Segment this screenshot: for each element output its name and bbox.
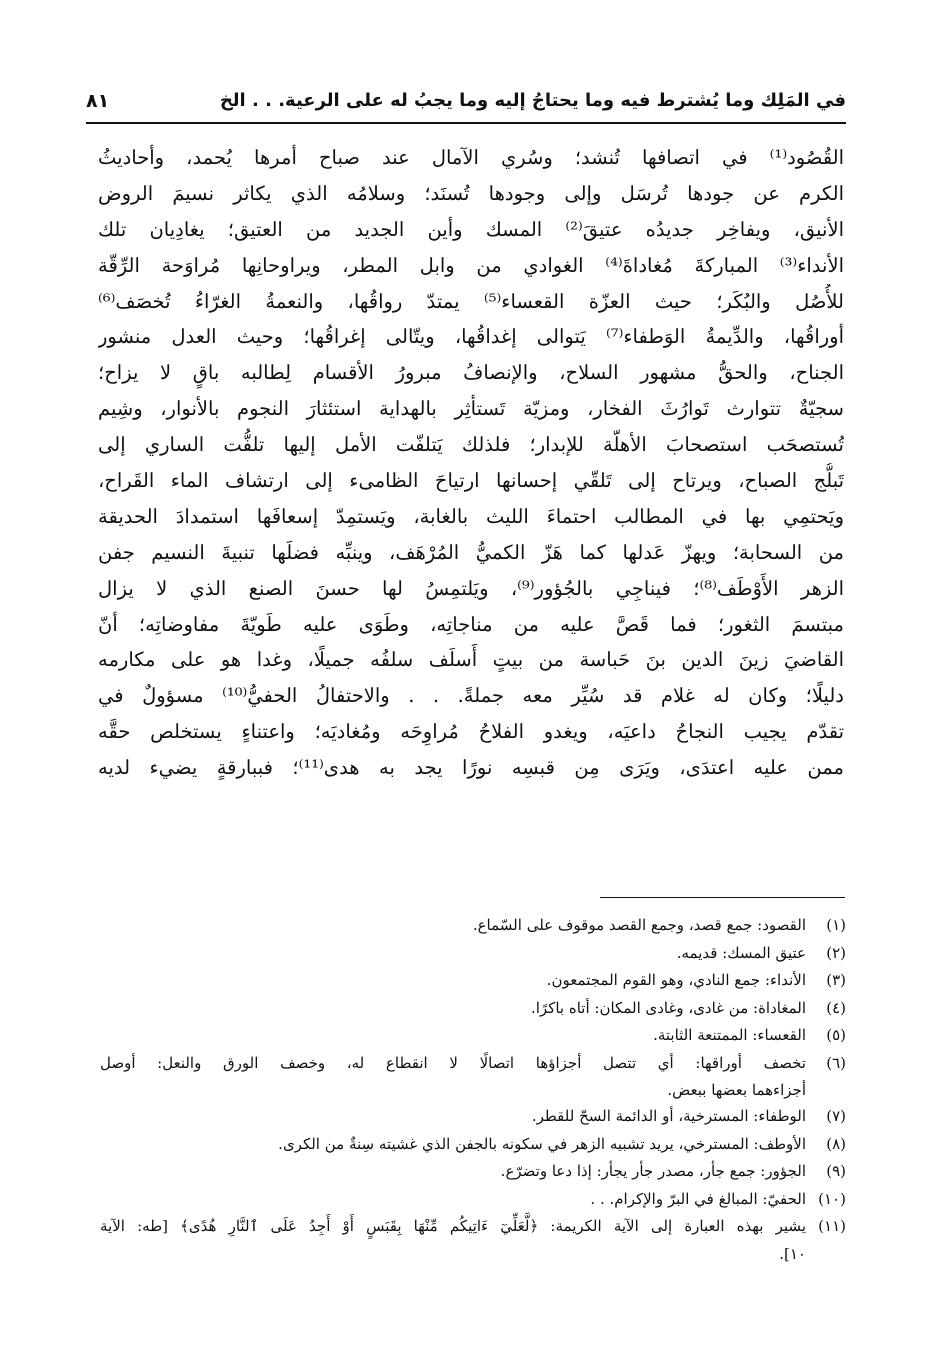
- footnote: [100, 967, 846, 995]
- footnote-text: الحفيّ: المبالغ في البرّ والإكرام. . .: [590, 1189, 806, 1208]
- footnote-text: الأنداء: جمع النادي، وهو القوم المجتمعون.: [546, 971, 806, 989]
- footnote-number: (١١): [818, 1217, 846, 1235]
- body-line: مبتسمَ الثغور؛ فما قَصَّ عليه من مناجاتِه، وطَوَى عليه طَويّةَ مفاوضاتِه؛ أنّ: [98, 612, 844, 636]
- body-line: سجيّةٌ تتوارث تَوارُثَ الفخار، ومزيّة تَستأثِر بالهداية استئثارَ النجوم بالأنوار، وشِيم: [98, 397, 844, 421]
- footnote: [100, 940, 846, 968]
- footnote: [100, 1103, 846, 1131]
- footnote: [100, 912, 846, 940]
- body-line: الكرم عن جودها تُرسَل وإلى وجودها تُسنَد؛ وسلامُه الذي يكاثر نسيمَ الروض: [98, 181, 844, 205]
- footnote-text: يشير بهذه العبارة إلى الآية الكريمة: ﴿لَّعَلِّيٓ ءَاتِيكُم مِّنْهَا بِقَبَسٍ أَوْ أَجِدُ عَلَى ٱلنَّارِ هُدًى﴾ [طه: الآية: [100, 1217, 806, 1235]
- body-line: تُستصحَب استصحابَ الأهلّة للإبدار؛ فلذلك يَتلفّت الأمل إليها تلفُّت الساري إلى: [98, 433, 844, 457]
- body-line: ويَحتمِي بها في المطالب احتماءَ الليث بالغابة، ويَستمِدّ إسعافَها استمدادَ الحديقة: [98, 504, 844, 528]
- footnote-number: (٣): [826, 971, 846, 989]
- footnote-continuation: أجزاءهما بعضها ببعض.: [667, 1081, 806, 1099]
- body-line: الأنداء⁽³⁾ المباركةَ مُغاداةَ⁽⁴⁾ الغوادي من وابل المطر، ويراوحانِها مُراوَحة الرِّقّة: [98, 253, 844, 277]
- footnote-text: الأوطف: المسترخي، يريد تشبيه الزهر في سكونه بالجفن الذي غشيته سِنةٌ من الكرى.: [278, 1134, 806, 1153]
- header-title: في المَلِك وما يُشترط فيه وما يحتاجُ إليه وما يجبُ له على الرعية. . . الخ: [219, 90, 846, 111]
- footnote-number: (١): [826, 916, 846, 934]
- body-line: القاضيَ زينَ الدين بنَ حَباسة من بيتٍ أَسلَف سلفُه جميلًا، وغدا هو على مكارمه: [98, 648, 844, 672]
- body-text: [98, 140, 844, 786]
- running-header: [86, 88, 846, 124]
- footnote-text: المغاداة: من غادى، وغادى المكان: أتاه باكرًا.: [531, 998, 806, 1017]
- footnote: [100, 1186, 846, 1214]
- footnote: [100, 1022, 846, 1050]
- body-line: للأُصُل والبُكَر؛ حيث العزّة القعساء⁽⁵⁾ يمتدّ رواقُها، والنعمةُ الغرّاءُ تُخصَف⁽⁶⁾: [98, 289, 844, 313]
- footnote-number: (٤): [826, 998, 846, 1017]
- footnote-number: (٨): [826, 1134, 846, 1153]
- body-line: الزهر الأَوْطَف⁽⁸⁾؛ فيناجِي بالجُؤور⁽⁹⁾، ويَلتمِسُ لها حسنَ الصنع الذي لا يزال: [98, 576, 844, 600]
- footnotes: [100, 912, 846, 1267]
- footnote-text: القصود: جمع قصد، وجمع القصد موقوف على السّماع.: [472, 916, 806, 934]
- body-line: الأنيق، ويفاخِر جديدُه عتيقَ⁽²⁾ المسك وأين الجديد من العتيق؛ يغادِيان تلك: [98, 217, 844, 241]
- footnote: [100, 1213, 846, 1267]
- footnote-number: (٢): [826, 943, 846, 962]
- body-line: تقدّم يجيب النجاحُ داعيَه، ويغدو الفلاحُ مُراوِحَه ومُغاديَه؛ واعتناءٍ يستخلص حقَّه: [98, 720, 844, 744]
- body-line: أوراقُها، والدِّيمةُ الوَطفاء⁽⁷⁾ يَتوالى إغداقُها، ويتّالى إغراقُها؛ وحيث العدل منشور: [98, 325, 844, 349]
- footnote-number: (١٠): [818, 1189, 846, 1208]
- body-line: ممن عليه اعتدَى، ويَرَى مِن قبسِه نورًا يجد به هدى⁽¹¹⁾؛ فببارقةٍ يضيء لديه: [98, 756, 844, 780]
- footnote-continuation: ١٠].: [779, 1244, 806, 1263]
- footnote-text: عتيق المسك: قديمه.: [676, 943, 806, 962]
- footnote-text: القعساء: الممتنعة الثابتة.: [653, 1026, 806, 1044]
- footnote: [100, 995, 846, 1023]
- page-number: ٨١: [86, 90, 110, 112]
- body-line: الجناح، والحقُّ مشهور السلاح، والإنصافُ مبرورُ الأقسام لِطالبه باقٍ لا يزاح؛: [98, 361, 844, 385]
- body-line: دليلًا؛ وكان له غلام قد سُيِّر معه جملةً. . . والاحتفالُ الحفيُّ⁽¹⁰⁾ مسؤولٌ في: [98, 684, 844, 708]
- footnote: [100, 1050, 846, 1104]
- footnote: [100, 1158, 846, 1186]
- body-line: تَبلُّج الصباح، ويرتاح إلى تَلقّي إحسانها ارتياحَ الظامىء إلى ارتشاف الماء القَراح،: [98, 469, 844, 493]
- footnote-number: (٧): [826, 1107, 846, 1125]
- body-line: من السحابة؛ ويهزّ عَدلها كما هَزّ الكميُّ المُرْهَف، وينبِّه فضلَها تنبيةَ النسيم جفن: [98, 540, 844, 564]
- footnote: [100, 1131, 846, 1159]
- footnote-number: (٩): [826, 1162, 846, 1180]
- footnote-number: (٦): [826, 1053, 846, 1072]
- body-line: القُصُود⁽¹⁾ في اتصافها تُنشد؛ وسُري الآمال عند صباح أمرها يُحمد، وأحاديثُ: [98, 146, 844, 169]
- footnote-text: تخصف أوراقها: أي تتصل أجزاؤها اتصالًا لا انقطاع له، وخصف الورق والنعل: أوصل: [100, 1053, 806, 1072]
- footnote-number: (٥): [826, 1026, 846, 1044]
- footnote-text: الجؤور: جمع جأر، مصدر جأر يجأر: إذا دعا وتضرّع.: [500, 1162, 806, 1180]
- footnote-divider: [600, 897, 845, 898]
- footnote-text: الوطفاء: المسترخية، أو الدائمة السحّ للقطر.: [531, 1107, 806, 1125]
